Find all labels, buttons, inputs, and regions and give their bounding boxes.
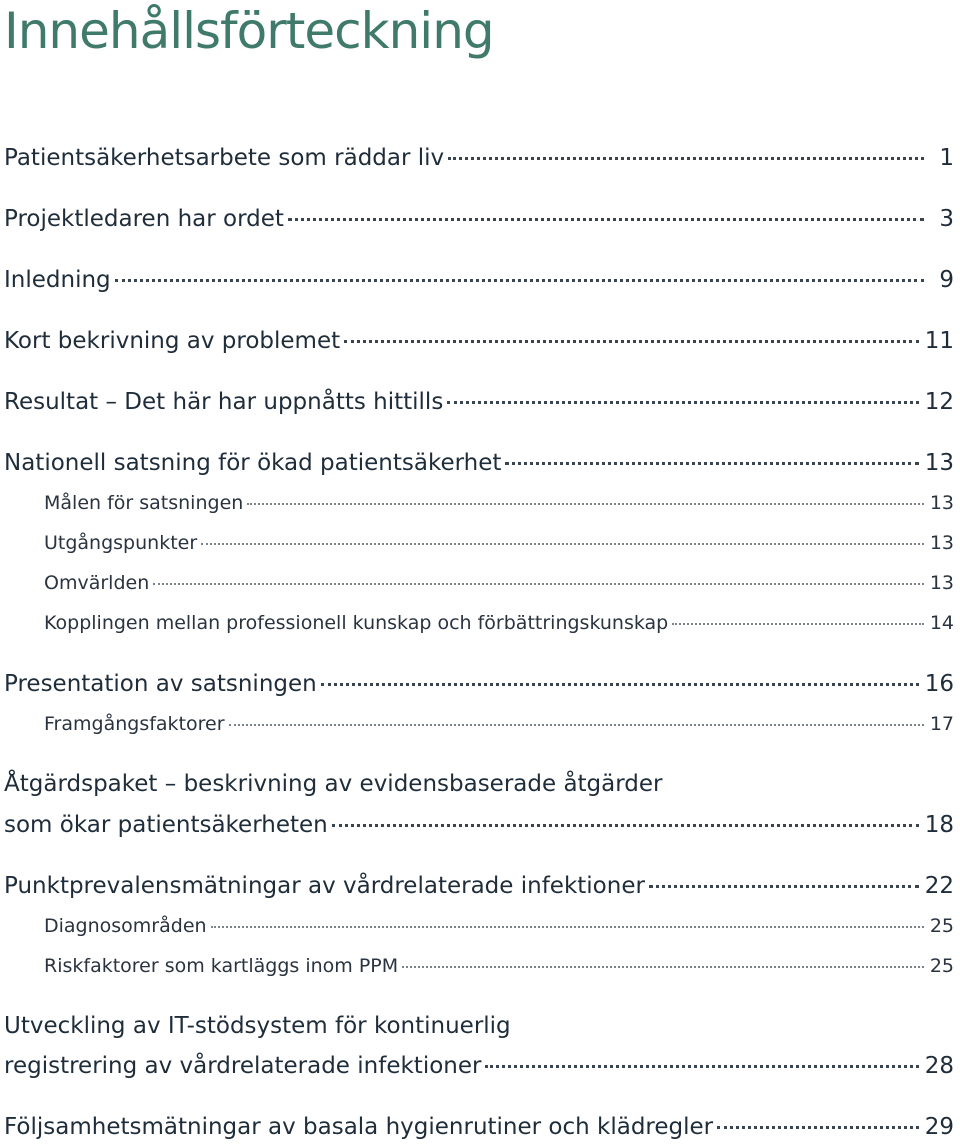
toc-subentry[interactable] <box>44 571 954 595</box>
toc-entry[interactable] <box>4 1052 954 1080</box>
toc-page-number: 13 <box>924 450 954 476</box>
dot-leader <box>288 218 924 221</box>
toc-page-number: 18 <box>924 812 954 838</box>
toc-page-number: 13 <box>929 492 954 514</box>
toc-entry-label: Omvärlden <box>44 572 150 594</box>
dot-leader <box>649 885 919 888</box>
toc-entry-label: Resultat – Det här har uppnåtts hittills <box>4 389 444 415</box>
dot-leader <box>447 401 918 404</box>
toc-page-number: 25 <box>929 915 954 937</box>
toc-page-number: 12 <box>924 389 954 415</box>
toc-subentry[interactable] <box>44 611 954 635</box>
toc-entry[interactable] <box>4 811 954 839</box>
toc-entry[interactable] <box>4 266 954 294</box>
toc-entry[interactable] <box>4 872 954 900</box>
toc-page-number: 28 <box>924 1053 954 1079</box>
toc-page-number: 13 <box>929 572 954 594</box>
toc-page-number: 25 <box>929 955 954 977</box>
toc-entry-label: Följsamhetsmätningar av basala hygienrutiner och klädregler <box>4 1114 714 1140</box>
dot-leader <box>201 543 924 545</box>
dot-leader <box>672 623 924 625</box>
toc-entry-first-line[interactable] <box>4 1012 954 1040</box>
dot-leader <box>247 503 924 505</box>
toc-page-number: 22 <box>924 873 954 899</box>
toc-entry[interactable] <box>4 388 954 416</box>
toc-subentry[interactable] <box>44 712 954 736</box>
toc-entry[interactable] <box>4 144 954 172</box>
toc-entry-label: Utveckling av IT-stödsystem för kontinuerlig <box>4 1013 511 1039</box>
toc-entry-label: registrering av vårdrelaterade infektioner <box>4 1053 482 1079</box>
toc-entry-label: Riskfaktorer som kartläggs inom PPM <box>44 955 399 977</box>
toc-entry-label: Nationell satsning för ökad patientsäkerhet <box>4 450 502 476</box>
toc-entry-label: Patientsäkerhetsarbete som räddar liv <box>4 145 445 171</box>
toc-entry-label: Framgångsfaktorer <box>44 713 225 735</box>
dot-leader <box>505 462 918 465</box>
toc-subentry[interactable] <box>44 914 954 938</box>
toc-entry[interactable] <box>4 327 954 355</box>
toc-page-number: 16 <box>924 671 954 697</box>
toc-page-number: 3 <box>939 206 954 232</box>
dot-leader <box>717 1126 919 1129</box>
toc-entry-label: Punktprevalensmätningar av vårdrelaterade infektioner <box>4 873 645 899</box>
dot-leader <box>402 966 924 968</box>
toc-subentry[interactable] <box>44 954 954 978</box>
toc-page-number: 17 <box>929 713 954 735</box>
page-title: Innehållsförteckning <box>4 2 494 60</box>
toc-entry-label: som ökar patientsäkerheten <box>4 812 328 838</box>
dot-leader <box>485 1065 918 1068</box>
toc-entry[interactable] <box>4 449 954 477</box>
toc-entry-label: Åtgärdspaket – beskrivning av evidensbaserade åtgärder <box>4 771 663 797</box>
toc-entry-label: Kort bekrivning av problemet <box>4 328 341 354</box>
toc-entry[interactable] <box>4 1113 954 1141</box>
toc-entry-label: Presentation av satsningen <box>4 671 317 697</box>
dot-leader <box>321 683 919 686</box>
toc-page-number: 29 <box>924 1114 954 1140</box>
toc-entry[interactable] <box>4 205 954 233</box>
dot-leader <box>332 824 919 827</box>
toc-entry-label: Utgångspunkter <box>44 532 198 554</box>
toc-page-number: 9 <box>939 267 954 293</box>
dot-leader <box>448 157 924 160</box>
toc-entry[interactable] <box>4 670 954 698</box>
dot-leader <box>344 340 919 343</box>
toc-entry-first-line[interactable] <box>4 770 954 798</box>
toc-entry-label: Kopplingen mellan professionell kunskap och förbättringskunskap <box>44 612 669 634</box>
toc-entry-label: Diagnosområden <box>44 915 207 937</box>
toc-entry-label: Målen för satsningen <box>44 492 244 514</box>
toc-page-number: 11 <box>924 328 954 354</box>
dot-leader <box>229 724 924 726</box>
toc-entry-label: Inledning <box>4 267 111 293</box>
toc-page-number: 14 <box>929 612 954 634</box>
toc-page-number: 13 <box>929 532 954 554</box>
toc-subentry[interactable] <box>44 491 954 515</box>
toc-page-number: 1 <box>939 145 954 171</box>
dot-leader <box>115 279 924 282</box>
dot-leader <box>211 926 924 928</box>
toc-entry-label: Projektledaren har ordet <box>4 206 284 232</box>
dot-leader <box>153 583 924 585</box>
toc-subentry[interactable] <box>44 531 954 555</box>
